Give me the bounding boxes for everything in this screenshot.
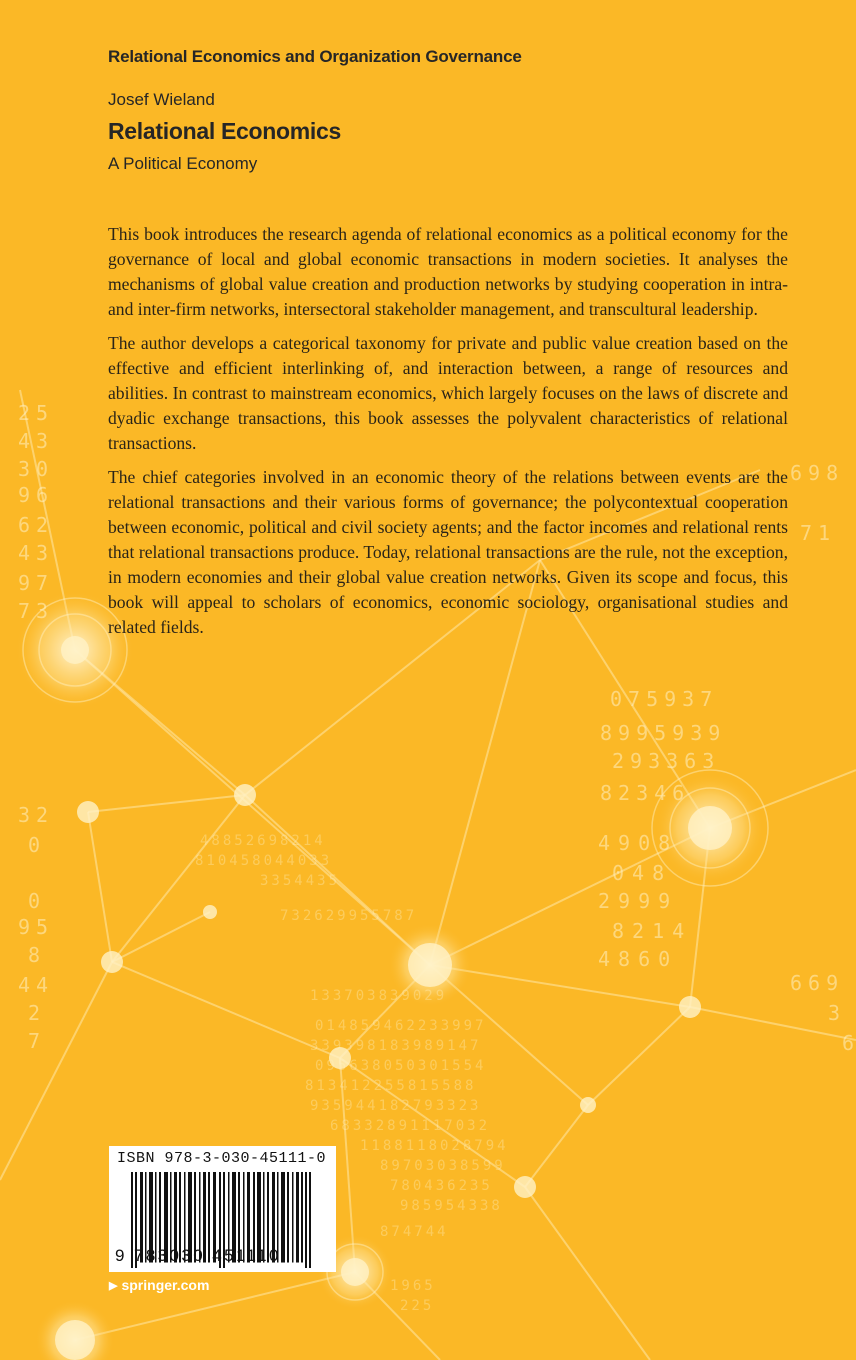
- svg-text:95: 95: [18, 915, 55, 939]
- svg-text:96: 96: [18, 483, 55, 507]
- svg-text:30: 30: [18, 457, 55, 481]
- svg-text:133703839029: 133703839029: [310, 988, 448, 1004]
- svg-text:048: 048: [612, 861, 673, 885]
- svg-text:8: 8: [28, 943, 41, 967]
- svg-text:32: 32: [18, 803, 55, 827]
- play-arrow-icon: ▶: [109, 1279, 118, 1292]
- svg-text:8214: 8214: [612, 919, 693, 943]
- svg-text:68332891117032: 68332891117032: [330, 1118, 491, 1134]
- publisher-link[interactable]: [109, 1277, 209, 1293]
- svg-text:985954338: 985954338: [400, 1198, 503, 1214]
- svg-text:3354435: 3354435: [260, 873, 341, 889]
- svg-text:014859462233997: 014859462233997: [315, 1018, 487, 1034]
- book-title: Relational Economics: [108, 118, 342, 144]
- svg-text:48852698214: 48852698214: [200, 833, 326, 849]
- svg-text:25: 25: [18, 401, 55, 425]
- isbn-label: ISBN 978-3-030-45111-0: [117, 1150, 327, 1167]
- description-paragraph: This book introduces the research agenda of relational economics as a political economy for the governance of local and global economic transactions in modern societies. It analyses the mechanisms of global value creation and production networks by studying cooperation in intra- and inter-firm networks, intersectoral stakeholder management, and transcultural leadership.: [108, 224, 788, 319]
- description-paragraph: The author develops a categorical taxonomy for private and public value creation based on the effective and efficient interlinking of, and interaction between, a range of resources and abilities. In contrast to mainstream economics, which largely focuses on the laws of discrete and dyadic exchange transactions, this book assesses the polyvalent characteristics of relational transactions.: [108, 333, 788, 453]
- svg-text:4860: 4860: [598, 947, 679, 971]
- svg-text:874744: 874744: [380, 1224, 449, 1240]
- publisher-url: springer.com: [121, 1277, 210, 1293]
- svg-text:43: 43: [18, 429, 55, 453]
- svg-text:1965: 1965: [390, 1278, 436, 1294]
- svg-text:8995939: 8995939: [600, 721, 727, 745]
- svg-text:6: 6: [842, 1031, 855, 1055]
- svg-text:293363: 293363: [612, 749, 721, 773]
- svg-text:780436235: 780436235: [390, 1178, 493, 1194]
- svg-text:43: 43: [18, 541, 55, 565]
- svg-text:095638050301554: 095638050301554: [315, 1058, 487, 1074]
- svg-text:075937: 075937: [610, 687, 719, 711]
- svg-text:89703038599: 89703038599: [380, 1158, 506, 1174]
- author-name: Josef Wieland: [108, 90, 215, 109]
- svg-text:339398183989147: 339398183989147: [310, 1038, 482, 1054]
- svg-text:4908: 4908: [598, 831, 679, 855]
- book-subtitle: A Political Economy: [108, 154, 258, 173]
- svg-text:7: 7: [28, 1029, 41, 1053]
- svg-text:62: 62: [18, 513, 55, 537]
- book-description: [108, 222, 788, 649]
- isbn-barcode: [109, 1146, 336, 1272]
- series-title: Relational Economics and Organization Governance: [108, 47, 522, 66]
- svg-text:813412255815588: 813412255815588: [305, 1078, 477, 1094]
- description-paragraph: The chief categories involved in an economic theory of the relations between events are the relational transactions and their various forms of governance; the polycontextual cooperation between economic, political and civil society agents; and the factor incomes and relational rents that relational transactions produce. Today, relational transactions are the rule, not the exception, in modern economies and their global value creation networks. Given its scope and focus, this book will appeal to scholars of economics, economic sociology, organisational studies and related fields.: [108, 467, 788, 637]
- svg-text:44: 44: [18, 973, 55, 997]
- svg-text:810458044033: 810458044033: [195, 853, 333, 869]
- svg-text:2999: 2999: [598, 889, 679, 913]
- svg-text:698: 698: [790, 461, 845, 485]
- svg-text:82346: 82346: [600, 781, 691, 805]
- svg-text:71: 71: [800, 521, 837, 545]
- svg-text:935944182793323: 935944182793323: [310, 1098, 482, 1114]
- svg-text:0: 0: [28, 833, 41, 857]
- svg-text:3: 3: [828, 1001, 841, 1025]
- ean-digits: 9 783030 451110: [115, 1246, 281, 1265]
- svg-text:2: 2: [28, 1001, 41, 1025]
- svg-text:73: 73: [18, 599, 55, 623]
- svg-text:225: 225: [400, 1298, 435, 1314]
- svg-text:1188118028794: 1188118028794: [360, 1138, 509, 1154]
- svg-text:97: 97: [18, 571, 55, 595]
- svg-text:732629955787: 732629955787: [280, 908, 418, 924]
- svg-text:0: 0: [28, 889, 41, 913]
- svg-text:669: 669: [790, 971, 845, 995]
